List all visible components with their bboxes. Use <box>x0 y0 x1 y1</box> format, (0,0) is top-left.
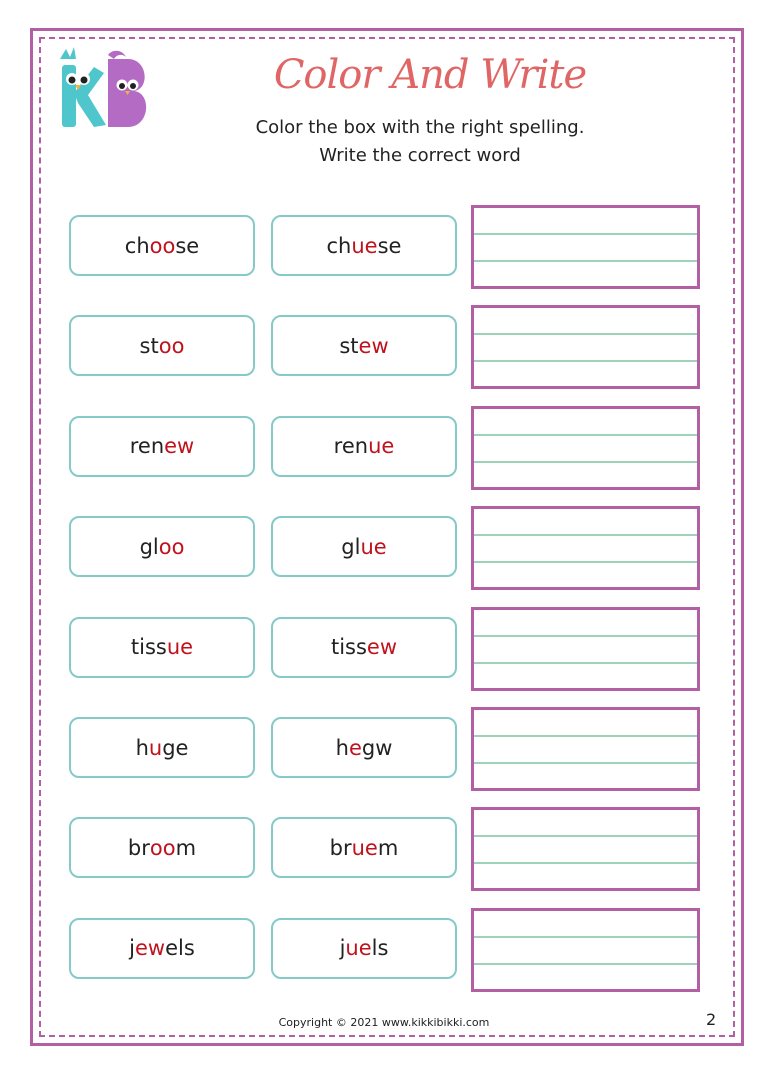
spelling-option-a[interactable] <box>69 215 255 276</box>
spelling-option-b[interactable] <box>271 315 457 376</box>
word-letters: ge <box>162 735 189 760</box>
writing-guide-line <box>474 835 697 837</box>
spelling-option-a[interactable] <box>69 315 255 376</box>
word-letters: h <box>335 735 349 760</box>
spelling-option-b[interactable] <box>271 918 457 979</box>
word-letters: se <box>175 233 200 258</box>
spelling-option-b[interactable] <box>271 817 457 878</box>
spelling-option-a[interactable] <box>69 416 255 477</box>
spelling-option-a[interactable] <box>69 516 255 577</box>
writing-guide-line <box>474 936 697 938</box>
word-letters: ls <box>371 936 389 961</box>
highlighted-letters: e <box>348 735 362 760</box>
word-letters: ren <box>333 434 369 459</box>
exercise-row <box>0 807 768 893</box>
word-letters: j <box>339 936 346 961</box>
spelling-option-a[interactable] <box>69 817 255 878</box>
highlighted-letters: ue <box>351 835 378 860</box>
word-letters: h <box>135 735 149 760</box>
writing-guide-line <box>474 735 697 737</box>
word-letters: ren <box>129 434 165 459</box>
highlighted-letters: oo <box>149 233 176 258</box>
word-letters: ch <box>124 233 150 258</box>
word-letters: gw <box>361 735 393 760</box>
word-letters: m <box>377 835 399 860</box>
exercise-row <box>0 908 768 994</box>
word-letters: ch <box>326 233 352 258</box>
highlighted-letters: ue <box>166 635 194 660</box>
kb-logo <box>52 45 152 133</box>
answer-writing-box[interactable] <box>471 607 700 691</box>
spelling-option-a[interactable] <box>69 717 255 778</box>
exercise-row <box>0 305 768 391</box>
highlighted-letters: ew <box>366 635 398 660</box>
word-letters: j <box>129 936 136 961</box>
writing-guide-line <box>474 233 697 235</box>
word-letters: tiss <box>330 635 367 660</box>
word-letters: st <box>339 333 359 358</box>
spelling-option-b[interactable] <box>271 416 457 477</box>
highlighted-letters: ue <box>345 936 372 961</box>
exercise-row <box>0 506 768 592</box>
exercise-row <box>0 205 768 291</box>
writing-guide-line <box>474 561 697 563</box>
highlighted-letters: ew <box>358 333 389 358</box>
word-letters: br <box>127 835 150 860</box>
answer-writing-box[interactable] <box>471 908 700 992</box>
answer-writing-box[interactable] <box>471 305 700 389</box>
word-letters: gl <box>341 534 361 559</box>
spelling-option-b[interactable] <box>271 717 457 778</box>
writing-guide-line <box>474 963 697 965</box>
word-letters: br <box>329 835 352 860</box>
writing-guide-line <box>474 434 697 436</box>
highlighted-letters: ue <box>360 534 387 559</box>
spelling-option-a[interactable] <box>69 617 255 678</box>
word-letters: se <box>377 233 402 258</box>
highlighted-letters: ew <box>135 936 166 961</box>
answer-writing-box[interactable] <box>471 205 700 289</box>
spelling-option-b[interactable] <box>271 215 457 276</box>
highlighted-letters: oo <box>158 333 185 358</box>
page-number: 2 <box>706 1010 717 1029</box>
copyright-text: Copyright © 2021 www.kikkibikki.com <box>278 1016 490 1029</box>
instruction-line-1: Color the box with the right spelling. <box>255 117 585 138</box>
writing-guide-line <box>474 762 697 764</box>
writing-guide-line <box>474 360 697 362</box>
worksheet-title: Color And Write <box>273 52 587 98</box>
word-letters: tiss <box>130 635 167 660</box>
writing-guide-line <box>474 862 697 864</box>
exercise-row <box>0 707 768 793</box>
writing-guide-line <box>474 534 697 536</box>
exercise-row <box>0 406 768 492</box>
spelling-option-a[interactable] <box>69 918 255 979</box>
instruction-line-2: Write the correct word <box>319 145 521 166</box>
writing-guide-line <box>474 260 697 262</box>
answer-writing-box[interactable] <box>471 506 700 590</box>
spelling-option-b[interactable] <box>271 617 457 678</box>
highlighted-letters: ue <box>351 233 378 258</box>
word-letters: m <box>175 835 197 860</box>
word-letters: gl <box>139 534 159 559</box>
answer-writing-box[interactable] <box>471 406 700 490</box>
exercise-row <box>0 607 768 693</box>
highlighted-letters: oo <box>149 835 176 860</box>
writing-guide-line <box>474 461 697 463</box>
highlighted-letters: ue <box>368 434 395 459</box>
word-letters: els <box>165 936 195 961</box>
writing-guide-line <box>474 333 697 335</box>
word-letters: st <box>139 333 159 358</box>
highlighted-letters: ew <box>164 434 195 459</box>
answer-writing-box[interactable] <box>471 807 700 891</box>
answer-writing-box[interactable] <box>471 707 700 791</box>
spelling-option-b[interactable] <box>271 516 457 577</box>
writing-guide-line <box>474 662 697 664</box>
writing-guide-line <box>474 635 697 637</box>
highlighted-letters: oo <box>158 534 185 559</box>
highlighted-letters: u <box>148 735 163 760</box>
